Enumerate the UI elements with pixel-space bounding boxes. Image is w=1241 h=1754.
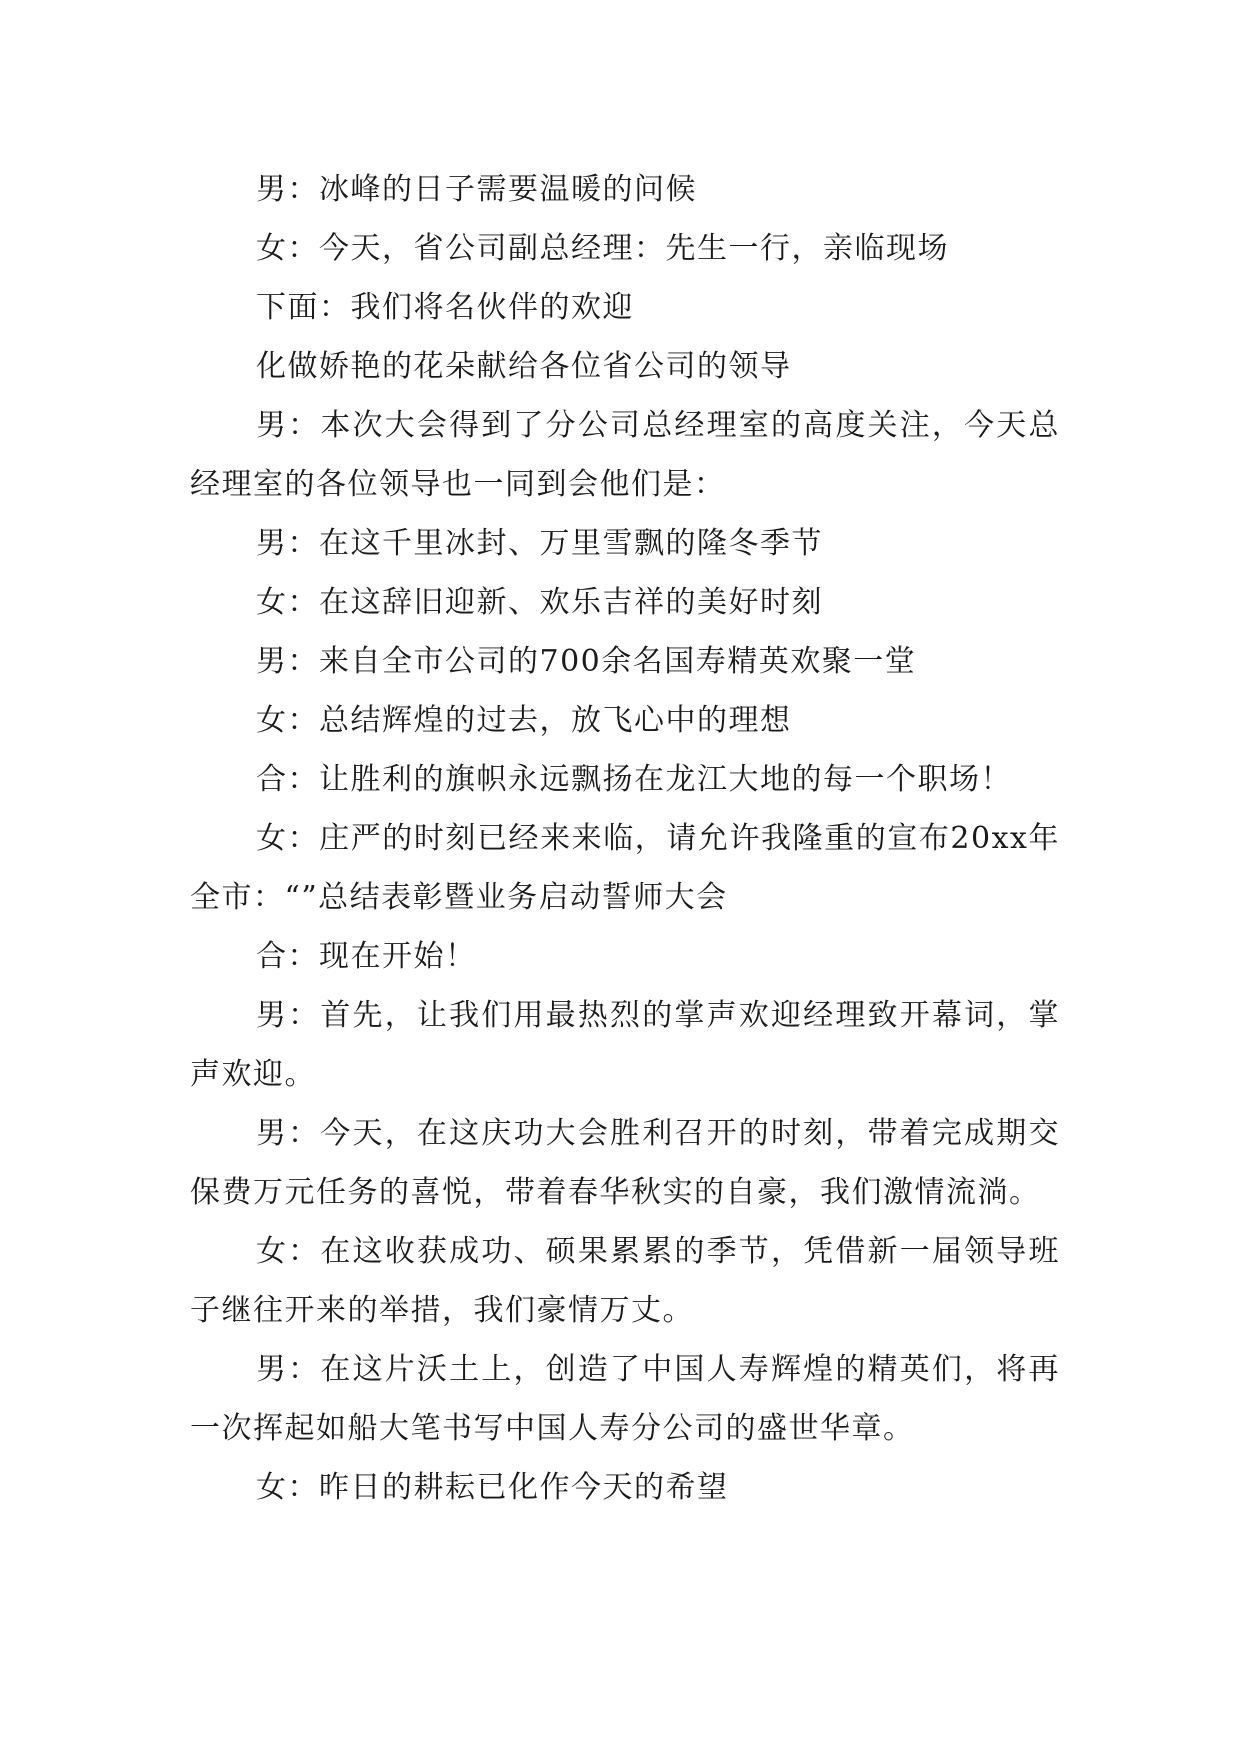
paragraph: 下面：我们将名伙伴的欢迎	[256, 290, 634, 325]
paragraph: 合：现在开始！	[256, 939, 477, 974]
document-body	[190, 160, 1060, 1517]
paragraph: 化做娇艳的花朵献给各位省公司的领导	[256, 349, 792, 384]
paragraph: 男：在这千里冰封、万里雪飘的隆冬季节	[256, 526, 823, 561]
paragraph: 女：在这收获成功、硕果累累的季节，凭借新一届领导班子继往开来的举措，我们豪情万丈。	[190, 1234, 1060, 1328]
paragraph: 男：首先，让我们用最热烈的掌声欢迎经理致开幕词，掌声欢迎。	[190, 998, 1060, 1092]
paragraph: 男：在这片沃土上，创造了中国人寿辉煌的精英们，将再一次挥起如船大笔书写中国人寿分公司的盛世华章。	[190, 1352, 1060, 1446]
paragraph: 合：让胜利的旗帜永远飘扬在龙江大地的每一个职场！	[256, 762, 1012, 797]
paragraph: 女：今天，省公司副总经理：先生一行，亲临现场	[256, 231, 949, 266]
paragraph: 女：庄严的时刻已经来来临，请允许我隆重的宣布20xx年全市：“”总结表彰暨业务启动誓师大会	[190, 821, 1060, 915]
paragraph: 女：昨日的耕耘已化作今天的希望	[256, 1470, 729, 1505]
paragraph: 男：冰峰的日子需要温暖的问候	[256, 172, 697, 207]
paragraph: 男：本次大会得到了分公司总经理室的高度关注，今天总经理室的各位领导也一同到会他们是：	[190, 408, 1060, 502]
paragraph: 女：总结辉煌的过去，放飞心中的理想	[256, 703, 792, 738]
paragraph: 女：在这辞旧迎新、欢乐吉祥的美好时刻	[256, 585, 823, 620]
paragraph: 男：今天，在这庆功大会胜利召开的时刻，带着完成期交保费万元任务的喜悦，带着春华秋实的自豪，我们激情流淌。	[190, 1116, 1060, 1210]
paragraph: 男：来自全市公司的700余名国寿精英欢聚一堂	[256, 644, 917, 679]
